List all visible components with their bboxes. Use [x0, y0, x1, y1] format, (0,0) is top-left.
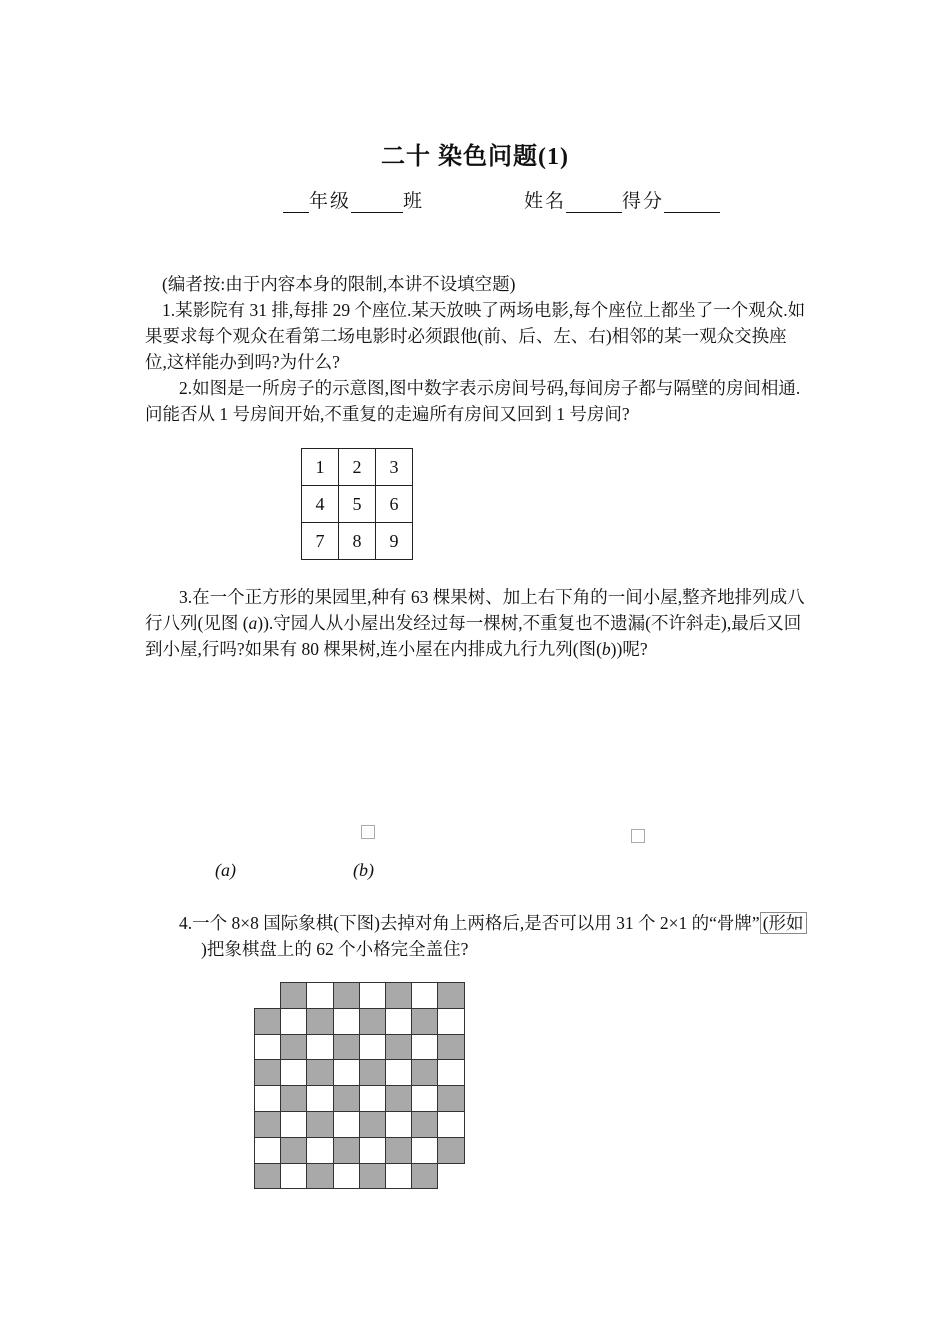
chessboard-cell — [280, 982, 307, 1009]
chessboard-cell — [359, 1085, 386, 1112]
chessboard-cell — [359, 1137, 386, 1164]
domino-shape-box: (形如 — [760, 912, 807, 934]
chessboard-cell — [254, 1163, 281, 1190]
chessboard-cell — [411, 1137, 438, 1164]
chessboard-cell — [333, 1008, 360, 1035]
chessboard-cell — [280, 1008, 307, 1035]
chessboard-cell — [359, 1111, 386, 1138]
problem-1: 1.某影院有 31 排,每排 29 个座位.某天放映了两场电影,每个座位上都坐了一个观众.如果要求每个观众在看第二场电影时必须跟他(前、后、左、右)相邻的某一观众交换座位,这样能办到吗?为什么? — [145, 300, 806, 372]
chessboard-cell — [333, 1163, 360, 1190]
chessboard-cell — [411, 1034, 438, 1061]
grade-class-line — [283, 186, 424, 213]
chessboard-cell — [306, 982, 333, 1009]
chessboard-cell — [411, 1008, 438, 1035]
problem-2: 2.如图是一所房子的示意图,图中数字表示房间号码,每间房子都与隔壁的房间相通.问能否从 1 号房间开始,不重复的走遍所有房间又回到 1 号房间? — [145, 378, 801, 424]
room-cell: 6 — [376, 486, 413, 523]
room-cell: 5 — [339, 486, 376, 523]
chessboard-cell — [254, 1034, 281, 1061]
chessboard-cell — [333, 1085, 360, 1112]
chessboard-cell — [411, 982, 438, 1009]
caption-a: (a) — [215, 860, 236, 880]
chessboard-cell — [306, 1163, 333, 1190]
chessboard-cell — [280, 1163, 307, 1190]
chessboard-cell — [333, 982, 360, 1009]
chessboard-cell — [280, 1059, 307, 1086]
chessboard-cell — [385, 1008, 412, 1035]
name-score-line — [524, 186, 720, 213]
room-grid — [301, 448, 413, 560]
chessboard-cell — [385, 1111, 412, 1138]
chessboard-cell — [385, 982, 412, 1009]
chessboard — [254, 982, 466, 1188]
room-cell: 2 — [339, 449, 376, 486]
chessboard-cell — [333, 1137, 360, 1164]
class-blank[interactable] — [351, 194, 403, 213]
chessboard-cell — [254, 1008, 281, 1035]
chessboard-cell — [306, 1008, 333, 1035]
page-title: 二十 染色问题(1) — [381, 144, 569, 170]
chessboard-cell — [333, 1111, 360, 1138]
chessboard-cell — [411, 1059, 438, 1086]
chessboard-cell — [437, 1137, 464, 1164]
chessboard-cell — [306, 1085, 333, 1112]
chessboard-cell — [359, 1008, 386, 1035]
editor-note: (编者按:由于内容本身的限制,本讲不设填空题) — [162, 274, 516, 294]
figure-b-placeholder-icon — [361, 825, 375, 839]
class-label: 班 — [403, 191, 425, 212]
chessboard-cell — [359, 1034, 386, 1061]
chessboard-cell — [385, 1059, 412, 1086]
problem-3: 3.在一个正方形的果园里,种有 63 棵果树、加上右下角的一间小屋,整齐地排列成八行八列(见图 (a)).守园人从小屋出发经过每一棵树,不重复也不遗漏(不许斜走),最后又回到小屋,行吗?如果有 80 棵果树,连小屋在内排成九行九列(图(b))呢? — [145, 587, 805, 659]
chessboard-cell — [437, 1059, 464, 1086]
room-cell: 4 — [302, 486, 339, 523]
chessboard-cell — [254, 1085, 281, 1112]
chessboard-cell — [385, 1163, 412, 1190]
score-blank[interactable] — [664, 194, 720, 213]
problem-4: 4.一个 8×8 国际象棋(下图)去掉对角上两格后,是否可以用 31 个 2×1 的“骨牌” (形如)把象棋盘上的 62 个小格完全盖住? — [145, 910, 807, 962]
chessboard-cell — [280, 1137, 307, 1164]
caption-b: (b) — [353, 860, 374, 880]
chessboard-cell — [254, 1111, 281, 1138]
score-label: 得分 — [622, 191, 665, 212]
chessboard-cell — [306, 1137, 333, 1164]
grade-label: 年级 — [309, 191, 352, 212]
chessboard-cell — [411, 1085, 438, 1112]
chessboard-cell — [437, 1111, 464, 1138]
chessboard-cell — [254, 1137, 281, 1164]
chessboard-cell — [437, 1085, 464, 1112]
room-cell: 8 — [339, 523, 376, 560]
chessboard-cell — [411, 1111, 438, 1138]
chessboard-cell — [333, 1034, 360, 1061]
chessboard-cell — [437, 982, 464, 1009]
chessboard-cell — [359, 1163, 386, 1190]
figure-placeholder-icon — [631, 829, 645, 843]
name-label: 姓名 — [524, 191, 567, 212]
chessboard-cell — [385, 1137, 412, 1164]
chessboard-cell — [306, 1111, 333, 1138]
chessboard-cell — [333, 1059, 360, 1086]
room-cell: 1 — [302, 449, 339, 486]
chessboard-cell — [385, 1085, 412, 1112]
name-blank[interactable] — [566, 194, 622, 213]
chessboard-cell — [306, 1059, 333, 1086]
grade-blank[interactable] — [283, 194, 309, 213]
chessboard-cell — [411, 1163, 438, 1190]
room-cell: 3 — [376, 449, 413, 486]
chessboard-cell — [437, 1034, 464, 1061]
chessboard-cell — [280, 1085, 307, 1112]
chessboard-cell — [359, 982, 386, 1009]
chessboard-cell — [280, 1034, 307, 1061]
chessboard-cell — [306, 1034, 333, 1061]
room-cell: 7 — [302, 523, 339, 560]
chessboard-cell — [385, 1034, 412, 1061]
chessboard-cell — [280, 1111, 307, 1138]
chessboard-cell — [254, 1059, 281, 1086]
chessboard-cell — [437, 1008, 464, 1035]
chessboard-cell — [359, 1059, 386, 1086]
room-cell: 9 — [376, 523, 413, 560]
